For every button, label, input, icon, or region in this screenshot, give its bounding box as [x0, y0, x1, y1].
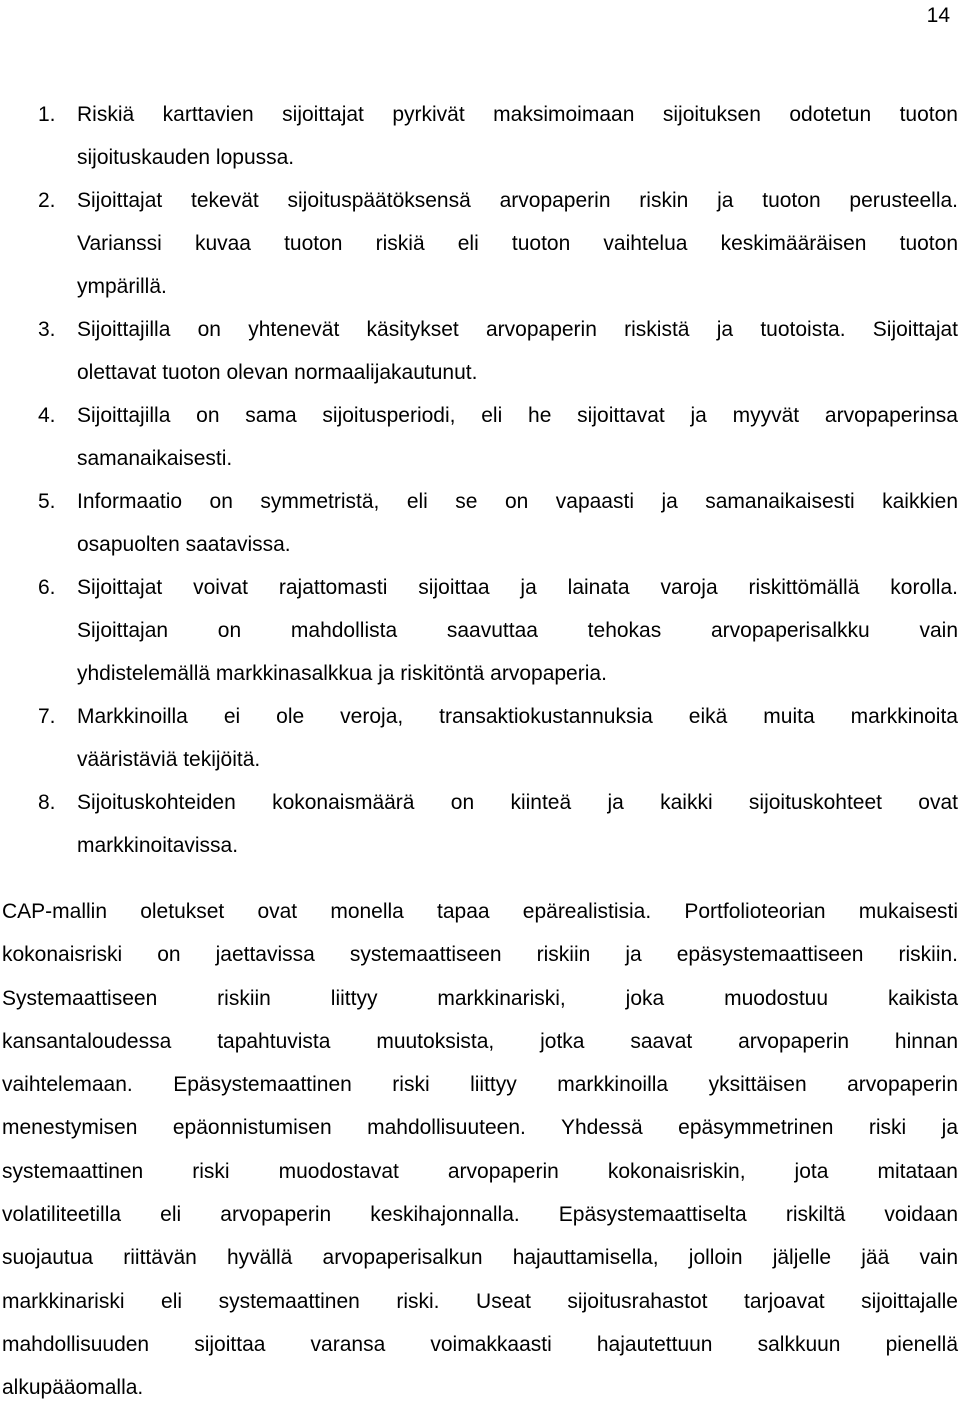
list-item-number: 2.: [38, 189, 56, 212]
list-item-text-line: Sijoittajat voivat rajattomasti sijoittaa ja lainata varoja riskittömällä korolla.: [77, 576, 958, 599]
list-item-text-line: ympärillä.: [77, 275, 167, 298]
assumption-item-8: [0, 781, 958, 867]
list-item-text-line: Markkinoilla ei ole veroja, transaktiokustannuksia eikä muita markkinoita: [77, 705, 958, 728]
list-item-number: 5.: [38, 490, 56, 513]
list-item-text-line: Riskiä karttavien sijoittajat pyrkivät maksimoimaan sijoituksen odotetun tuoton: [77, 103, 958, 126]
list-item-text-line: markkinoitavissa.: [77, 834, 239, 857]
assumption-item-5: [0, 480, 958, 566]
list-item-text-line: olettavat tuoton olevan normaalijakautunut.: [77, 361, 478, 384]
paragraph-line: systemaattinen riski muodostavat arvopaperin kokonaisriskin, jota mitataan: [2, 1159, 958, 1183]
list-item-number: 6.: [38, 576, 56, 599]
assumption-item-3: [0, 308, 958, 394]
paragraph-line: mahdollisuuden sijoittaa varansa voimakkaasti hajautettuun salkkuun pienellä: [2, 1332, 958, 1356]
list-item-text-line: Sijoittajan on mahdollista saavuttaa tehokas arvopaperisalkku vain: [77, 619, 958, 642]
list-item-number: 3.: [38, 318, 56, 341]
list-item-text-line: Sijoittajilla on sama sijoitusperiodi, eli he sijoittavat ja myyvät arvopaperinsa: [77, 404, 958, 427]
paragraph-line: vaihtelemaan. Epäsystemaattinen riski liittyy markkinoilla yksittäisen arvopaperin: [2, 1073, 958, 1097]
assumption-item-7: [0, 695, 958, 781]
list-item-text-line: sijoituskauden lopussa.: [77, 146, 295, 169]
paragraph-line: kansantaloudessa tapahtuvista muutoksista, jotka saavat arvopaperin hinnan: [2, 1029, 958, 1053]
list-item-text-line: Sijoittajilla on yhtenevät käsitykset arvopaperin riskistä ja tuotoista. Sijoittajat: [77, 318, 958, 341]
capm-assumptions-list: [0, 93, 958, 867]
list-item-number: 8.: [38, 791, 56, 814]
list-item-text-line: Informaatio on symmetristä, eli se on vapaasti ja samanaikaisesti kaikkien: [77, 490, 958, 513]
list-item-text-line: yhdistelemällä markkinasalkkua ja riskitöntä arvopaperia.: [77, 662, 607, 685]
page-number: 14: [926, 4, 950, 27]
paragraph-line: kokonaisriski on jaettavissa systemaattiseen riskiin ja epäsystemaattiseen riskiin.: [2, 943, 958, 967]
paragraph-line: suojautua riittävän hyvällä arvopaperisalkun hajauttamisella, jolloin jäljelle jää vain: [2, 1246, 958, 1270]
capm-critique-paragraph: [2, 890, 958, 1410]
assumption-item-1: [0, 93, 958, 179]
list-item-text-line: samanaikaisesti.: [77, 447, 233, 470]
list-item-number: 7.: [38, 705, 56, 728]
paragraph-line: menestymisen epäonnistumisen mahdollisuuteen. Yhdessä epäsymmetrinen riski ja: [2, 1116, 958, 1140]
list-item-text-line: osapuolten saatavissa.: [77, 533, 291, 556]
list-item-text-line: Sijoituskohteiden kokonaismäärä on kiinteä ja kaikki sijoituskohteet ovat: [77, 791, 958, 814]
assumption-item-4: [0, 394, 958, 480]
paragraph-line: markkinariski eli systemaattinen riski. Useat sijoitusrahastot tarjoavat sijoittajalle: [2, 1289, 958, 1313]
paragraph-line: CAP-mallin oletukset ovat monella tapaa epärealistisia. Portfolioteorian mukaisesti: [2, 900, 958, 923]
paragraph-line: Systemaattiseen riskiin liittyy markkinariski, joka muodostuu kaikista: [2, 986, 958, 1010]
paragraph-line: alkupääomalla.: [2, 1376, 144, 1400]
list-item-number: 1.: [38, 103, 56, 126]
assumption-item-2: [0, 179, 958, 308]
paragraph-line: volatiliteetilla eli arvopaperin keskihajonnalla. Epäsystemaattiselta riskiltä voidaan: [2, 1203, 958, 1227]
list-item-text-line: vääristäviä tekijöitä.: [77, 748, 261, 771]
assumption-item-6: [0, 566, 958, 695]
list-item-text-line: Sijoittajat tekevät sijoituspäätöksensä arvopaperin riskin ja tuoton perusteella.: [77, 189, 958, 212]
list-item-text-line: Varianssi kuvaa tuoton riskiä eli tuoton vaihtelua keskimääräisen tuoton: [77, 232, 958, 255]
list-item-number: 4.: [38, 404, 56, 427]
